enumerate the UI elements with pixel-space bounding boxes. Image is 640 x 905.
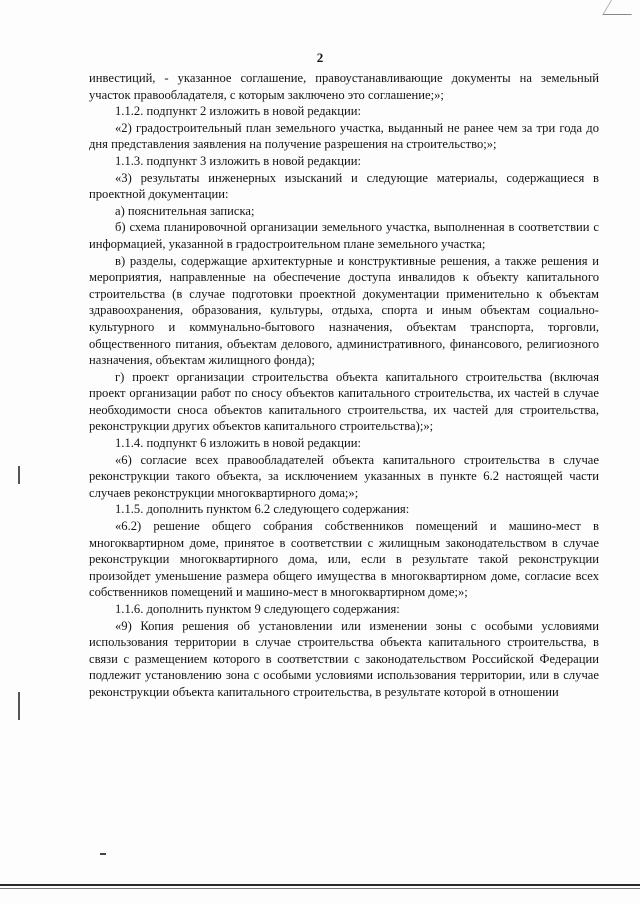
paragraph-sub-a: а) пояснительная записка; — [115, 203, 255, 218]
paragraph-quote-3: «3) результаты инженерных изысканий и следующие материалы, содержащиеся в проектной документации: — [89, 170, 599, 202]
paragraph-quote-6: «6) согласие всех правообладателей объекта капитального строительства в случае реконструкции такого объекта, за исключением указанных в пункте 6.2 настоящей части случаев реконструкции многоквартирного дома;»; — [89, 452, 599, 500]
paragraph-item-1-1-6: 1.1.6. дополнить пунктом 9 следующего содержания: — [115, 602, 400, 616]
paragraph-item-1-1-4: 1.1.4. подпункт 6 изложить в новой редакции: — [115, 436, 361, 451]
paragraph-quote-2: «2) градостроительный план земельного участка, выданный не ранее чем за три года до дня представления заявления на получение разрешения на строительство;»; — [89, 120, 599, 152]
paragraph-quote-9: «9) Копия решения об установлении или изменении зоны с особыми условиями использования территории в случае строительства объекта капитального строительства, в связи с размещением которого в соответствии с законодательством Российской Федерации подлежит установлению зона с особыми условиями использования территории, или в случае реконструкции объекта капитального строительства, в результате которой в отношении — [89, 618, 599, 699]
paragraph-sub-g: г) проект организации строительства объекта капитального строительства (включая проект организации работ по сносу объектов капитального строительства, их частей в случае необходимости сноса объектов капитального строительства, их частей для строительства, реконструкции других объектов капитального строительства);»; — [89, 369, 599, 434]
paragraph-quote-6-2: «6.2) решение общего собрания собственников помещений и машино-мест в многоквартирном доме, принятое в соответствии с жилищным законодательством в случае реконструкции многоквартирного дома, или, если в результате такой реконструкции произойдет уменьшение размера общего имущества в многоквартирном доме, согласие всех собственников помещений и машино-мест в многоквартирном доме;»; — [89, 519, 599, 600]
document-body — [89, 70, 599, 701]
scan-corner-mark — [602, 0, 640, 15]
paragraph-item-1-1-5: 1.1.5. дополнить пунктом 6.2 следующего содержания: — [115, 502, 410, 517]
paragraph-item-1-1-3: 1.1.3. подпункт 3 изложить в новой редакции: — [115, 153, 361, 168]
page-number: 2 — [316, 50, 324, 65]
paragraph-item-1-1-2: 1.1.2. подпункт 2 изложить в новой редакции: — [115, 104, 361, 119]
scan-margin-mark — [18, 466, 20, 484]
paragraph-continuation: инвестиций, - указанное соглашение, правоустанавливающие документы на земельный участок правообладателя, с которым заключено это соглашение;»; — [89, 71, 599, 102]
paragraph-sub-v: в) разделы, содержащие архитектурные и конструктивные решения, а также решения и мероприятия, направленные на обеспечение доступа инвалидов к объекту капитального строительства (в случае подготовки проектной документации применительно к объектам здравоохранения, образования, культуры, отдыха, спорта и иным объектам социально-культурного и коммунально-бытового назначения, объектам транспорта, торговли, общественного питания, объектам делового, административного, финансового, религиозного назначения, объектам жилищного фонда); — [89, 253, 599, 368]
scan-speck — [100, 853, 106, 855]
paragraph-sub-b: б) схема планировочной организации земельного участка, выполненная в соответствии с информацией, указанной в градостроительном плане земельного участка; — [89, 220, 599, 251]
scan-bottom-edge — [0, 884, 640, 886]
scan-bottom-edge-shadow — [0, 888, 640, 889]
scan-margin-mark — [18, 692, 20, 720]
